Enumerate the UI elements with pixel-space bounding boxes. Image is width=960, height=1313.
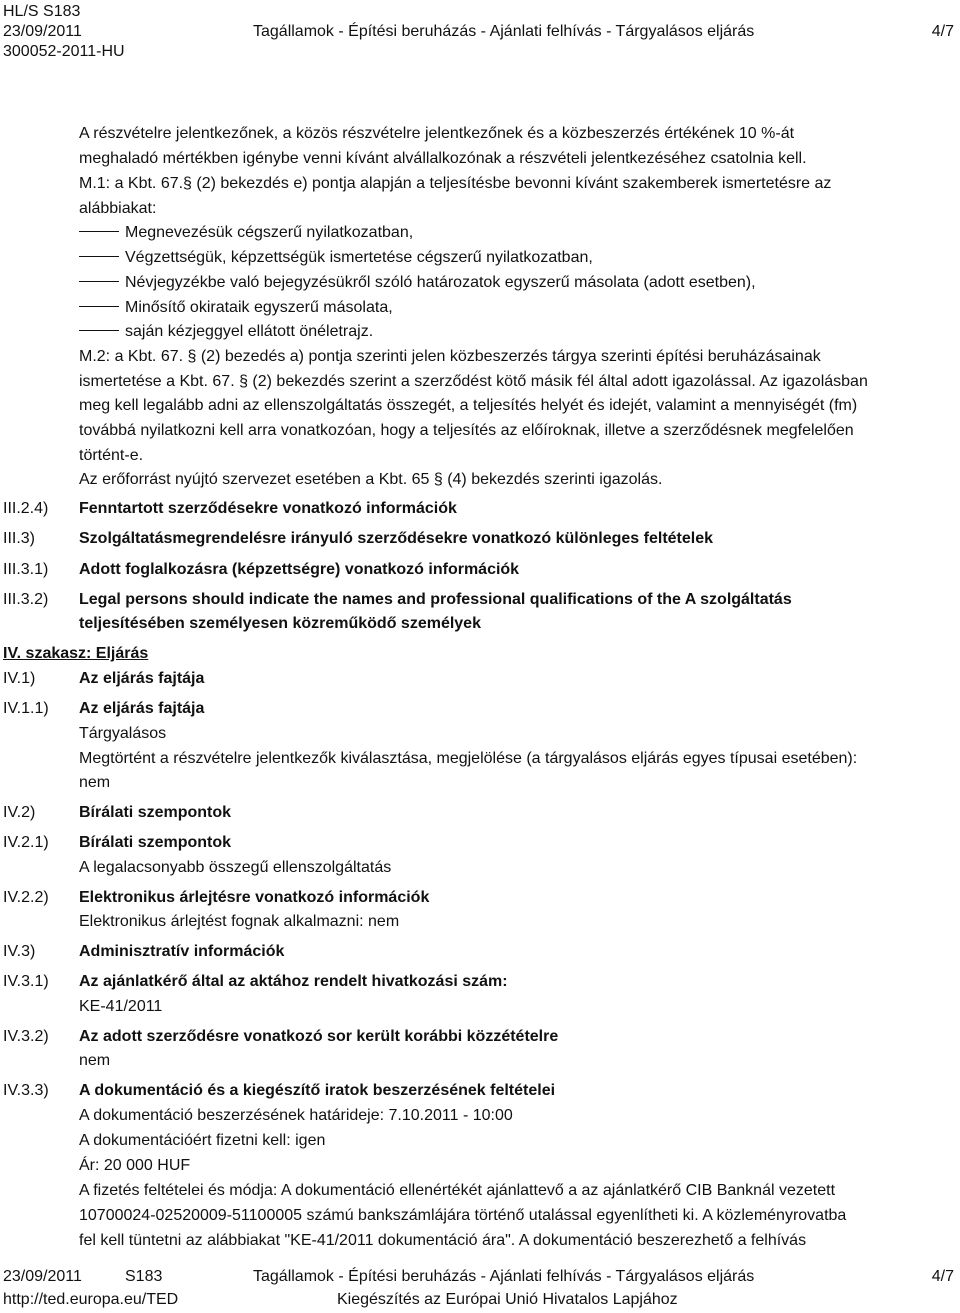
section-text: A dokumentáció beszerzésének határideje: 7.10.2011 - 10:00 [79,1107,513,1124]
footer-code: S183 [125,1268,163,1285]
header-row-2 [0,20,960,40]
section-label: IV.3) [3,943,36,960]
part-heading: IV. szakasz: Eljárás [3,645,149,662]
header-date: 23/09/2011 [3,23,82,40]
dash-item-text: Minősítő okirataik egyszerű másolata, [125,299,393,316]
section-title: Szolgáltatásmegrendelésre irányuló szerződésekre vonatkozó különleges feltételek [79,530,714,547]
section-text: A dokumentációért fizetni kell: igen [79,1132,326,1149]
paragraph-line: meg kell legalább adni az ellenszolgáltatás összegét, a teljesítés helyét és idejét, valamint a mennyiségét (fm) [79,397,858,414]
section-text: A fizetés feltételei és módja: A dokumentáció ellenértékét ajánlattevő a az ajánlatkérő CIB Banknál vezetett [79,1182,836,1199]
section-title: Adott foglalkozásra (képzettségre) vonatkozó információk [79,561,520,578]
section-title: Bírálati szempontok [79,804,232,821]
section-text: A legalacsonyabb összegű ellenszolgáltatás [79,859,392,876]
section-label: III.2.4) [3,500,49,517]
section-text: 10700024-02520009-51100005 számú bankszámlájára történő utalással egyenlítheti ki. A közleményrovatba [79,1207,847,1224]
section-title: Legal persons should indicate the names and professional qualifications of the A szolgáltatás [79,591,792,608]
section-label: IV.2.2) [3,889,49,906]
dash-bullet [79,256,119,257]
footer-title: Tagállamok - Építési beruházás - Ajánlati felhívás - Tárgyalásos eljárás [253,1268,755,1285]
header-ref: 300052-2011-HU [3,43,125,60]
section-text: Tárgyalásos [79,725,167,742]
footer-subtitle: Kiegészítés az Európai Unió Hivatalos Lapjához [337,1291,678,1308]
dash-list-item [79,271,756,296]
paragraph-line: A részvételre jelentkezőnek, a közös részvételre jelentkezőnek és a közbeszerzés értékének 10 %-át [79,125,795,142]
section-label: IV.2.1) [3,834,49,851]
footer-row-1 [0,1265,960,1285]
section-label: III.3.2) [3,591,49,608]
section-text: nem [79,1052,111,1069]
section-text: KE-41/2011 [79,998,163,1015]
header-code: HL/S S183 [3,3,81,20]
dash-item-text: Megnevezésük cégszerű nyilatkozatban, [125,224,414,241]
section-label: III.3.1) [3,561,49,578]
dash-bullet [79,231,119,232]
section-label: IV.1.1) [3,700,49,717]
dash-list-item [79,320,373,345]
paragraph-line: meghaladó mértékben igénybe venni kívánt alvállalkozónak a részvételi jelentkezéséhez csatolnia kell. [79,150,807,167]
paragraph-line: Az erőforrást nyújtó szervezet esetében a Kbt. 65 § (4) bekezdés szerinti igazolás. [79,471,663,488]
section-text: Elektronikus árlejtést fognak alkalmazni: nem [79,913,400,930]
dash-bullet [79,306,119,307]
section-text: Megtörtént a részvételre jelentkezők kiválasztása, megjelölése (a tárgyalásos eljárás egyes típusai esetében): [79,750,858,767]
header-row-1 [0,0,960,20]
section-label: III.3) [3,530,36,547]
section-label: IV.3.1) [3,973,49,990]
section-title: Bírálati szempontok [79,834,232,851]
dash-list-item [79,246,593,271]
header-row-3 [0,40,960,60]
section-title: Elektronikus árlejtésre vonatkozó információk [79,889,430,906]
section-title-cont: teljesítésében személyesen közreműködő személyek [79,615,481,632]
section-text: nem [79,774,111,791]
section-text: Ár: 20 000 HUF [79,1157,191,1174]
paragraph-line: történt-e. [79,447,144,464]
paragraph-line: ismertetése a Kbt. 67. § (2) bekezdés szerint a szerződést kötő másik fél által adott igazolással. Az igazolásban [79,373,868,390]
dash-item-text: saján kézjeggyel ellátott önéletrajz. [125,323,374,340]
dash-bullet [79,281,119,282]
section-title: Az eljárás fajtája [79,700,205,717]
section-text: fel kell tüntetni az alábbiakat "KE-41/2011 dokumentáció ára". A dokumentáció beszerezhető a felhívás [79,1232,807,1249]
section-title: Az eljárás fajtája [79,670,205,687]
footer-page: 4/7 [931,1268,954,1285]
paragraph-line: továbbá nyilatkozni kell arra vonatkozóan, hogy a teljesítés az előíroknak, illetve a szerződésnek megfelelően [79,422,854,439]
section-label: IV.2) [3,804,36,821]
section-title: Adminisztratív információk [79,943,285,960]
header-page: 4/7 [931,23,954,40]
dash-item-text: Végzettségük, képzettségük ismertetése cégszerű nyilatkozatban, [125,249,593,266]
paragraph-line: M.1: a Kbt. 67.§ (2) bekezdés e) pontja alapján a teljesítésbe bevonni kívánt szakemberek ismertetésre az [79,175,832,192]
footer-url-link[interactable]: http://ted.europa.eu/TED [3,1291,179,1308]
paragraph-line: M.2: a Kbt. 67. § (2) bezedés a) pontja szerinti jelen közbeszerzés tárgya szerinti építési beruházásainak [79,348,821,365]
footer-row-2 [0,1288,960,1308]
dash-list-item [79,296,393,321]
dash-bullet [79,330,119,331]
section-label: IV.3.2) [3,1028,49,1045]
dash-item-text: Névjegyzékbe való bejegyzésükről szóló határozatok egyszerű másolata (adott esetben), [125,274,756,291]
section-title: Az ajánlatkérő által az aktához rendelt hivatkozási szám: [79,973,508,990]
dash-list-item [79,221,413,246]
paragraph-line: alábbiakat: [79,200,157,217]
section-title: A dokumentáció és a kiegészítő iratok beszerzésének feltételei [79,1082,556,1099]
section-label: IV.1) [3,670,36,687]
footer-date: 23/09/2011 [3,1268,82,1285]
header-title: Tagállamok - Építési beruházás - Ajánlati felhívás - Tárgyalásos eljárás [253,23,755,40]
section-title: Az adott szerződésre vonatkozó sor került korábbi közzétételre [79,1028,559,1045]
section-label: IV.3.3) [3,1082,49,1099]
section-title: Fenntartott szerződésekre vonatkozó információk [79,500,457,517]
